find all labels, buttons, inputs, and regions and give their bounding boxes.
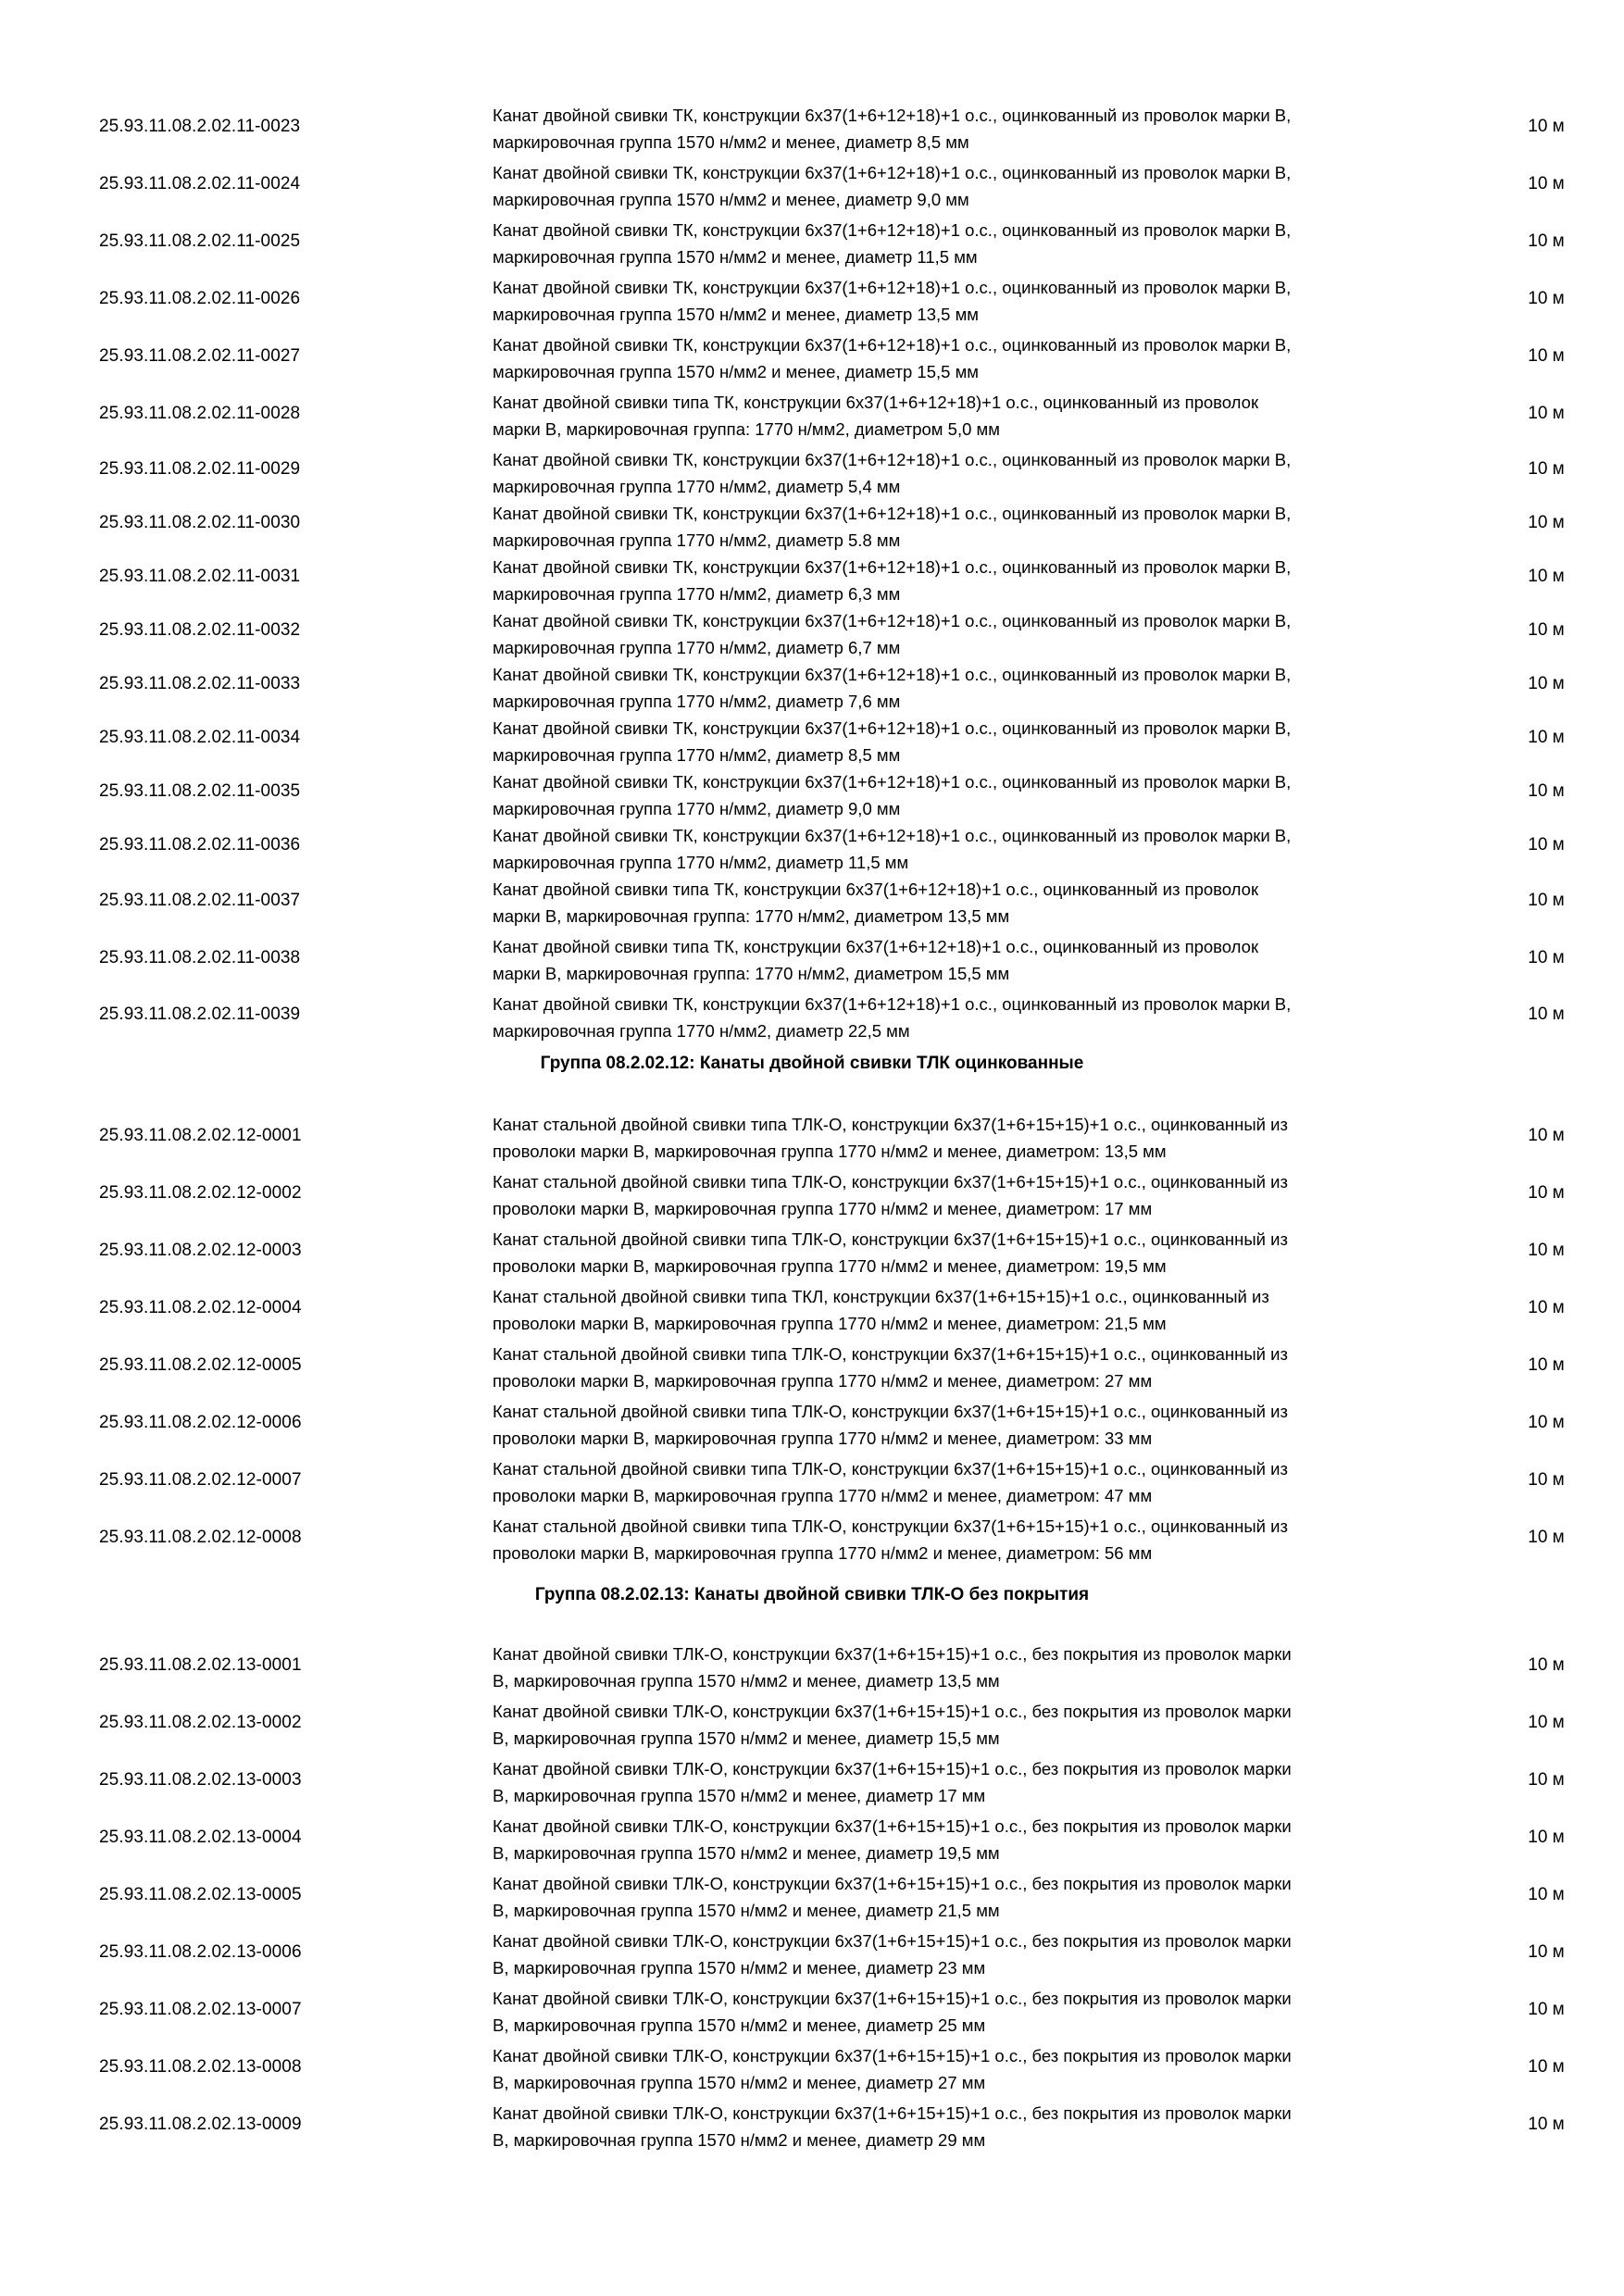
- table-row: [0, 2096, 1624, 2153]
- row-unit: 10 м: [1528, 781, 1565, 801]
- table-row: [0, 818, 1624, 872]
- row-description: Канат двойной свивки ТК, конструкции 6х37(1+6+12+18)+1 о.с., оцинкованный из проволок марки В, маркировочная группа 1770 н/мм2, диаметр 5.8 мм: [493, 504, 1292, 550]
- row-unit: 10 м: [1528, 674, 1565, 693]
- row-description: Канат двойной свивки ТЛК-О, конструкции 6х37(1+6+15+15)+1 о.с., без покрытия из проволок марки В, маркировочная группа 1570 н/мм2 и менее, диаметр 13,5 мм: [493, 1644, 1292, 1691]
- row-code: 25.93.11.08.2.02.13-0009: [99, 2115, 302, 2134]
- row-description: Канат стальной двойной свивки типа ТЛК-О, конструкции 6х37(1+6+15+15)+1 о.с., оцинкованный из проволоки марки В, маркировочная группа 1770 н/мм2 и менее, диаметром: 47 мм: [493, 1459, 1288, 1505]
- table-row: [0, 1222, 1624, 1279]
- row-unit: 10 м: [1528, 567, 1565, 586]
- row-code: 25.93.11.08.2.02.13-0004: [99, 1828, 302, 1847]
- row-description: Канат двойной свивки ТЛК-О, конструкции 6х37(1+6+15+15)+1 о.с., без покрытия из проволок марки В, маркировочная группа 1570 н/мм2 и менее, диаметр 19,5 мм: [493, 1816, 1292, 1863]
- row-code: 25.93.11.08.2.02.11-0023: [99, 117, 301, 136]
- row-description: Канат двойной свивки ТЛК-О, конструкции 6х37(1+6+15+15)+1 о.с., без покрытия из проволок марки В, маркировочная группа 1570 н/мм2 и менее, диаметр 25 мм: [493, 1989, 1292, 2035]
- table-row: [0, 1637, 1624, 1694]
- row-unit: 10 м: [1528, 404, 1565, 423]
- row-description: Канат двойной свивки ТК, конструкции 6х37(1+6+12+18)+1 о.с., оцинкованный из проволок марки В, маркировочная группа 1770 н/мм2, диаметр 11,5 мм: [493, 826, 1292, 872]
- row-code: 25.93.11.08.2.02.11-0032: [99, 620, 301, 640]
- row-unit: 10 м: [1528, 728, 1565, 747]
- table-row: [0, 765, 1624, 818]
- table-row: [0, 550, 1624, 604]
- row-unit: 10 м: [1528, 117, 1565, 136]
- row-description: Канат двойной свивки ТК, конструкции 6х37(1+6+12+18)+1 о.с., оцинкованный из проволок марки В, маркировочная группа 1770 н/мм2, диаметр 5,4 мм: [493, 450, 1292, 496]
- table-row: [0, 328, 1624, 385]
- row-unit: 10 м: [1528, 1770, 1565, 1790]
- table-row: [0, 496, 1624, 550]
- row-unit: 10 м: [1528, 231, 1565, 251]
- row-code: 25.93.11.08.2.02.12-0007: [99, 1470, 302, 1490]
- row-code: 25.93.11.08.2.02.11-0038: [99, 948, 301, 967]
- row-description: Канат двойной свивки типа ТК, конструкции 6х37(1+6+12+18)+1 о.с., оцинкованный из проволок марки В, маркировочная группа: 1770 н/мм2, диаметром 13,5 мм: [493, 880, 1259, 926]
- table-row: [0, 1924, 1624, 1981]
- row-unit: 10 м: [1528, 1528, 1565, 1547]
- table-row: [0, 1866, 1624, 1924]
- row-code: 25.93.11.08.2.02.13-0007: [99, 2000, 302, 2019]
- row-description: Канат двойной свивки ТЛК-О, конструкции 6х37(1+6+15+15)+1 о.с., без покрытия из проволок марки В, маркировочная группа 1570 н/мм2 и менее, диаметр 17 мм: [493, 1759, 1292, 1805]
- row-code: 25.93.11.08.2.02.11-0034: [99, 728, 301, 747]
- table-row: [0, 987, 1624, 1042]
- table-row: [0, 1509, 1624, 1566]
- table-row: [0, 930, 1624, 987]
- row-description: Канат стальной двойной свивки типа ТЛК-О, конструкции 6х37(1+6+15+15)+1 о.с., оцинкованный из проволоки марки В, маркировочная группа 1770 н/мм2 и менее, диаметром: 19,5 мм: [493, 1229, 1288, 1276]
- row-unit: 10 м: [1528, 620, 1565, 640]
- row-description: Канат стальной двойной свивки типа ТЛК-О, конструкции 6х37(1+6+15+15)+1 о.с., оцинкованный из проволоки марки В, маркировочная группа 1770 н/мм2 и менее, диаметром: 27 мм: [493, 1344, 1288, 1391]
- row-unit: 10 м: [1528, 1126, 1565, 1145]
- row-code: 25.93.11.08.2.02.11-0033: [99, 674, 301, 693]
- row-description: Канат стальной двойной свивки типа ТКЛ, конструкции 6х37(1+6+15+15)+1 о.с., оцинкованный из проволоки марки В, маркировочная группа 1770 н/мм2 и менее, диаметром: 21,5 мм: [493, 1287, 1269, 1333]
- row-code: 25.93.11.08.2.02.11-0035: [99, 781, 301, 801]
- table-row: [0, 1279, 1624, 1337]
- table-row: [0, 1452, 1624, 1509]
- row-code: 25.93.11.08.2.02.12-0005: [99, 1355, 302, 1375]
- row-description: Канат двойной свивки ТЛК-О, конструкции 6х37(1+6+15+15)+1 о.с., без покрытия из проволок марки В, маркировочная группа 1570 н/мм2 и менее, диаметр 15,5 мм: [493, 1702, 1292, 1748]
- row-description: Канат двойной свивки ТК, конструкции 6х37(1+6+12+18)+1 о.с., оцинкованный из проволок марки В, маркировочная группа 1770 н/мм2, диаметр 7,6 мм: [493, 665, 1292, 711]
- row-code: 25.93.11.08.2.02.11-0030: [99, 513, 301, 532]
- table-row: [0, 1165, 1624, 1222]
- row-code: 25.93.11.08.2.02.11-0028: [99, 404, 301, 423]
- row-unit: 10 м: [1528, 891, 1565, 910]
- row-unit: 10 м: [1528, 289, 1565, 308]
- row-unit: 10 м: [1528, 1885, 1565, 1904]
- table-row: [0, 213, 1624, 270]
- row-description: Канат двойной свивки ТК, конструкции 6х37(1+6+12+18)+1 о.с., оцинкованный из проволок марки В, маркировочная группа 1770 н/мм2, диаметр 6,3 мм: [493, 557, 1292, 604]
- row-description: Канат двойной свивки ТК, конструкции 6х37(1+6+12+18)+1 о.с., оцинкованный из проволок марки В, маркировочная группа 1570 н/мм2 и менее, диаметр 8,5 мм: [493, 106, 1292, 152]
- row-code: 25.93.11.08.2.02.11-0025: [99, 231, 301, 251]
- row-code: 25.93.11.08.2.02.11-0027: [99, 346, 301, 366]
- row-unit: 10 м: [1528, 2057, 1565, 2077]
- group-title-08-2-02-13: Группа 08.2.02.13: Канаты двойной свивки ТЛК-О без покрытия: [534, 1585, 1090, 1604]
- row-code: 25.93.11.08.2.02.11-0036: [99, 835, 301, 855]
- row-description: Канат двойной свивки ТЛК-О, конструкции 6х37(1+6+15+15)+1 о.с., без покрытия из проволок марки В, маркировочная группа 1570 н/мм2 и менее, диаметр 29 мм: [493, 2103, 1292, 2150]
- row-unit: 10 м: [1528, 2000, 1565, 2019]
- row-description: Канат двойной свивки ТК, конструкции 6х37(1+6+12+18)+1 о.с., оцинкованный из проволок марки В, маркировочная группа 1770 н/мм2, диаметр 6,7 мм: [493, 611, 1292, 657]
- row-description: Канат стальной двойной свивки типа ТЛК-О, конструкции 6х37(1+6+15+15)+1 о.с., оцинкованный из проволоки марки В, маркировочная группа 1770 н/мм2 и менее, диаметром: 56 мм: [493, 1516, 1288, 1563]
- table-row: [0, 711, 1624, 765]
- row-code: 25.93.11.08.2.02.12-0003: [99, 1241, 302, 1260]
- row-description: Канат двойной свивки ТК, конструкции 6х37(1+6+12+18)+1 о.с., оцинкованный из проволок марки В, маркировочная группа 1570 н/мм2 и менее, диаметр 9,0 мм: [493, 163, 1292, 209]
- row-description: Канат двойной свивки типа ТК, конструкции 6х37(1+6+12+18)+1 о.с., оцинкованный из проволок марки В, маркировочная группа: 1770 н/мм2, диаметром 15,5 мм: [493, 937, 1259, 983]
- row-code: 25.93.11.08.2.02.13-0003: [99, 1770, 302, 1790]
- row-code: 25.93.11.08.2.02.13-0005: [99, 1885, 302, 1904]
- row-unit: 10 м: [1528, 1470, 1565, 1490]
- row-code: 25.93.11.08.2.02.13-0002: [99, 1713, 302, 1732]
- row-unit: 10 м: [1528, 1655, 1565, 1675]
- row-code: 25.93.11.08.2.02.12-0008: [99, 1528, 302, 1547]
- table-row: [0, 2039, 1624, 2096]
- row-unit: 10 м: [1528, 948, 1565, 967]
- table-row: [0, 1981, 1624, 2039]
- section-08-2-02-13-rows: [0, 1637, 1624, 2153]
- row-description: Канат стальной двойной свивки типа ТЛК-О, конструкции 6х37(1+6+15+15)+1 о.с., оцинкованный из проволоки марки В, маркировочная группа 1770 н/мм2 и менее, диаметром: 17 мм: [493, 1172, 1288, 1218]
- row-unit: 10 м: [1528, 1828, 1565, 1847]
- row-description: Канат стальной двойной свивки типа ТЛК-О, конструкции 6х37(1+6+15+15)+1 о.с., оцинкованный из проволоки марки В, маркировочная группа 1770 н/мм2 и менее, диаметром: 13,5 мм: [493, 1115, 1288, 1161]
- row-unit: 10 м: [1528, 174, 1565, 193]
- row-unit: 10 м: [1528, 1413, 1565, 1432]
- row-unit: 10 м: [1528, 459, 1565, 479]
- table-row: [0, 1107, 1624, 1165]
- row-code: 25.93.11.08.2.02.11-0026: [99, 289, 301, 308]
- row-unit: 10 м: [1528, 1183, 1565, 1203]
- section-08-2-02-12-rows: [0, 1107, 1624, 1566]
- row-description: Канат двойной свивки типа ТК, конструкции 6х37(1+6+12+18)+1 о.с., оцинкованный из проволок марки В, маркировочная группа: 1770 н/мм2, диаметром 5,0 мм: [493, 393, 1259, 439]
- row-code: 25.93.11.08.2.02.12-0006: [99, 1413, 302, 1432]
- table-row: [0, 1752, 1624, 1809]
- row-unit: 10 м: [1528, 2115, 1565, 2134]
- row-code: 25.93.11.08.2.02.12-0004: [99, 1298, 302, 1317]
- row-unit: 10 м: [1528, 346, 1565, 366]
- table-row: [0, 1337, 1624, 1394]
- row-description: Канат двойной свивки ТК, конструкции 6х37(1+6+12+18)+1 о.с., оцинкованный из проволок марки В, маркировочная группа 1570 н/мм2 и менее, диаметр 13,5 мм: [493, 278, 1292, 324]
- row-unit: 10 м: [1528, 1241, 1565, 1260]
- table-row: [0, 270, 1624, 328]
- row-code: 25.93.11.08.2.02.13-0006: [99, 1942, 302, 1962]
- row-unit: 10 м: [1528, 1942, 1565, 1962]
- table-row: [0, 1394, 1624, 1452]
- table-row: [0, 657, 1624, 711]
- row-unit: 10 м: [1528, 1713, 1565, 1732]
- row-code: 25.93.11.08.2.02.12-0002: [99, 1183, 302, 1203]
- row-code: 25.93.11.08.2.02.11-0039: [99, 1004, 301, 1024]
- row-description: Канат двойной свивки ТК, конструкции 6х37(1+6+12+18)+1 о.с., оцинкованный из проволок марки В, маркировочная группа 1770 н/мм2, диаметр 22,5 мм: [493, 994, 1292, 1041]
- row-unit: 10 м: [1528, 513, 1565, 532]
- row-description: Канат двойной свивки ТК, конструкции 6х37(1+6+12+18)+1 о.с., оцинкованный из проволок марки В, маркировочная группа 1770 н/мм2, диаметр 8,5 мм: [493, 718, 1292, 765]
- table-row: [0, 872, 1624, 930]
- row-description: Канат двойной свивки ТЛК-О, конструкции 6х37(1+6+15+15)+1 о.с., без покрытия из проволок марки В, маркировочная группа 1570 н/мм2 и менее, диаметр 27 мм: [493, 2046, 1292, 2092]
- table-row: [0, 1809, 1624, 1866]
- row-code: 25.93.11.08.2.02.11-0031: [99, 567, 301, 586]
- row-unit: 10 м: [1528, 1298, 1565, 1317]
- row-unit: 10 м: [1528, 1355, 1565, 1375]
- table-row: [0, 385, 1624, 443]
- row-description: Канат стальной двойной свивки типа ТЛК-О, конструкции 6х37(1+6+15+15)+1 о.с., оцинкованный из проволоки марки В, маркировочная группа 1770 н/мм2 и менее, диаметром: 33 мм: [493, 1402, 1288, 1448]
- row-code: 25.93.11.08.2.02.13-0001: [99, 1655, 302, 1675]
- row-description: Канат двойной свивки ТК, конструкции 6х37(1+6+12+18)+1 о.с., оцинкованный из проволок марки В, маркировочная группа 1770 н/мм2, диаметр 9,0 мм: [493, 772, 1292, 818]
- table-row: [0, 604, 1624, 657]
- table-row: [0, 98, 1624, 156]
- row-unit: 10 м: [1528, 1004, 1565, 1024]
- row-unit: 10 м: [1528, 835, 1565, 855]
- group-title-08-2-02-12: Группа 08.2.02.12: Канаты двойной свивки ТЛК оцинкованные: [540, 1054, 1084, 1073]
- table-row: [0, 156, 1624, 213]
- row-description: Канат двойной свивки ТК, конструкции 6х37(1+6+12+18)+1 о.с., оцинкованный из проволок марки В, маркировочная группа 1570 н/мм2 и менее, диаметр 15,5 мм: [493, 335, 1292, 381]
- table-row: [0, 1694, 1624, 1752]
- row-description: Канат двойной свивки ТК, конструкции 6х37(1+6+12+18)+1 о.с., оцинкованный из проволок марки В, маркировочная группа 1570 н/мм2 и менее, диаметр 11,5 мм: [493, 220, 1292, 267]
- row-code: 25.93.11.08.2.02.11-0024: [99, 174, 301, 193]
- row-code: 25.93.11.08.2.02.11-0037: [99, 891, 301, 910]
- row-description: Канат двойной свивки ТЛК-О, конструкции 6х37(1+6+15+15)+1 о.с., без покрытия из проволок марки В, маркировочная группа 1570 н/мм2 и менее, диаметр 21,5 мм: [493, 1874, 1292, 1920]
- row-code: 25.93.11.08.2.02.12-0001: [99, 1126, 302, 1145]
- section-08-2-02-11-rows: [0, 98, 1624, 1042]
- row-code: 25.93.11.08.2.02.13-0008: [99, 2057, 302, 2077]
- row-code: 25.93.11.08.2.02.11-0029: [99, 459, 301, 479]
- table-row: [0, 443, 1624, 496]
- row-description: Канат двойной свивки ТЛК-О, конструкции 6х37(1+6+15+15)+1 о.с., без покрытия из проволок марки В, маркировочная группа 1570 н/мм2 и менее, диаметр 23 мм: [493, 1931, 1292, 1978]
